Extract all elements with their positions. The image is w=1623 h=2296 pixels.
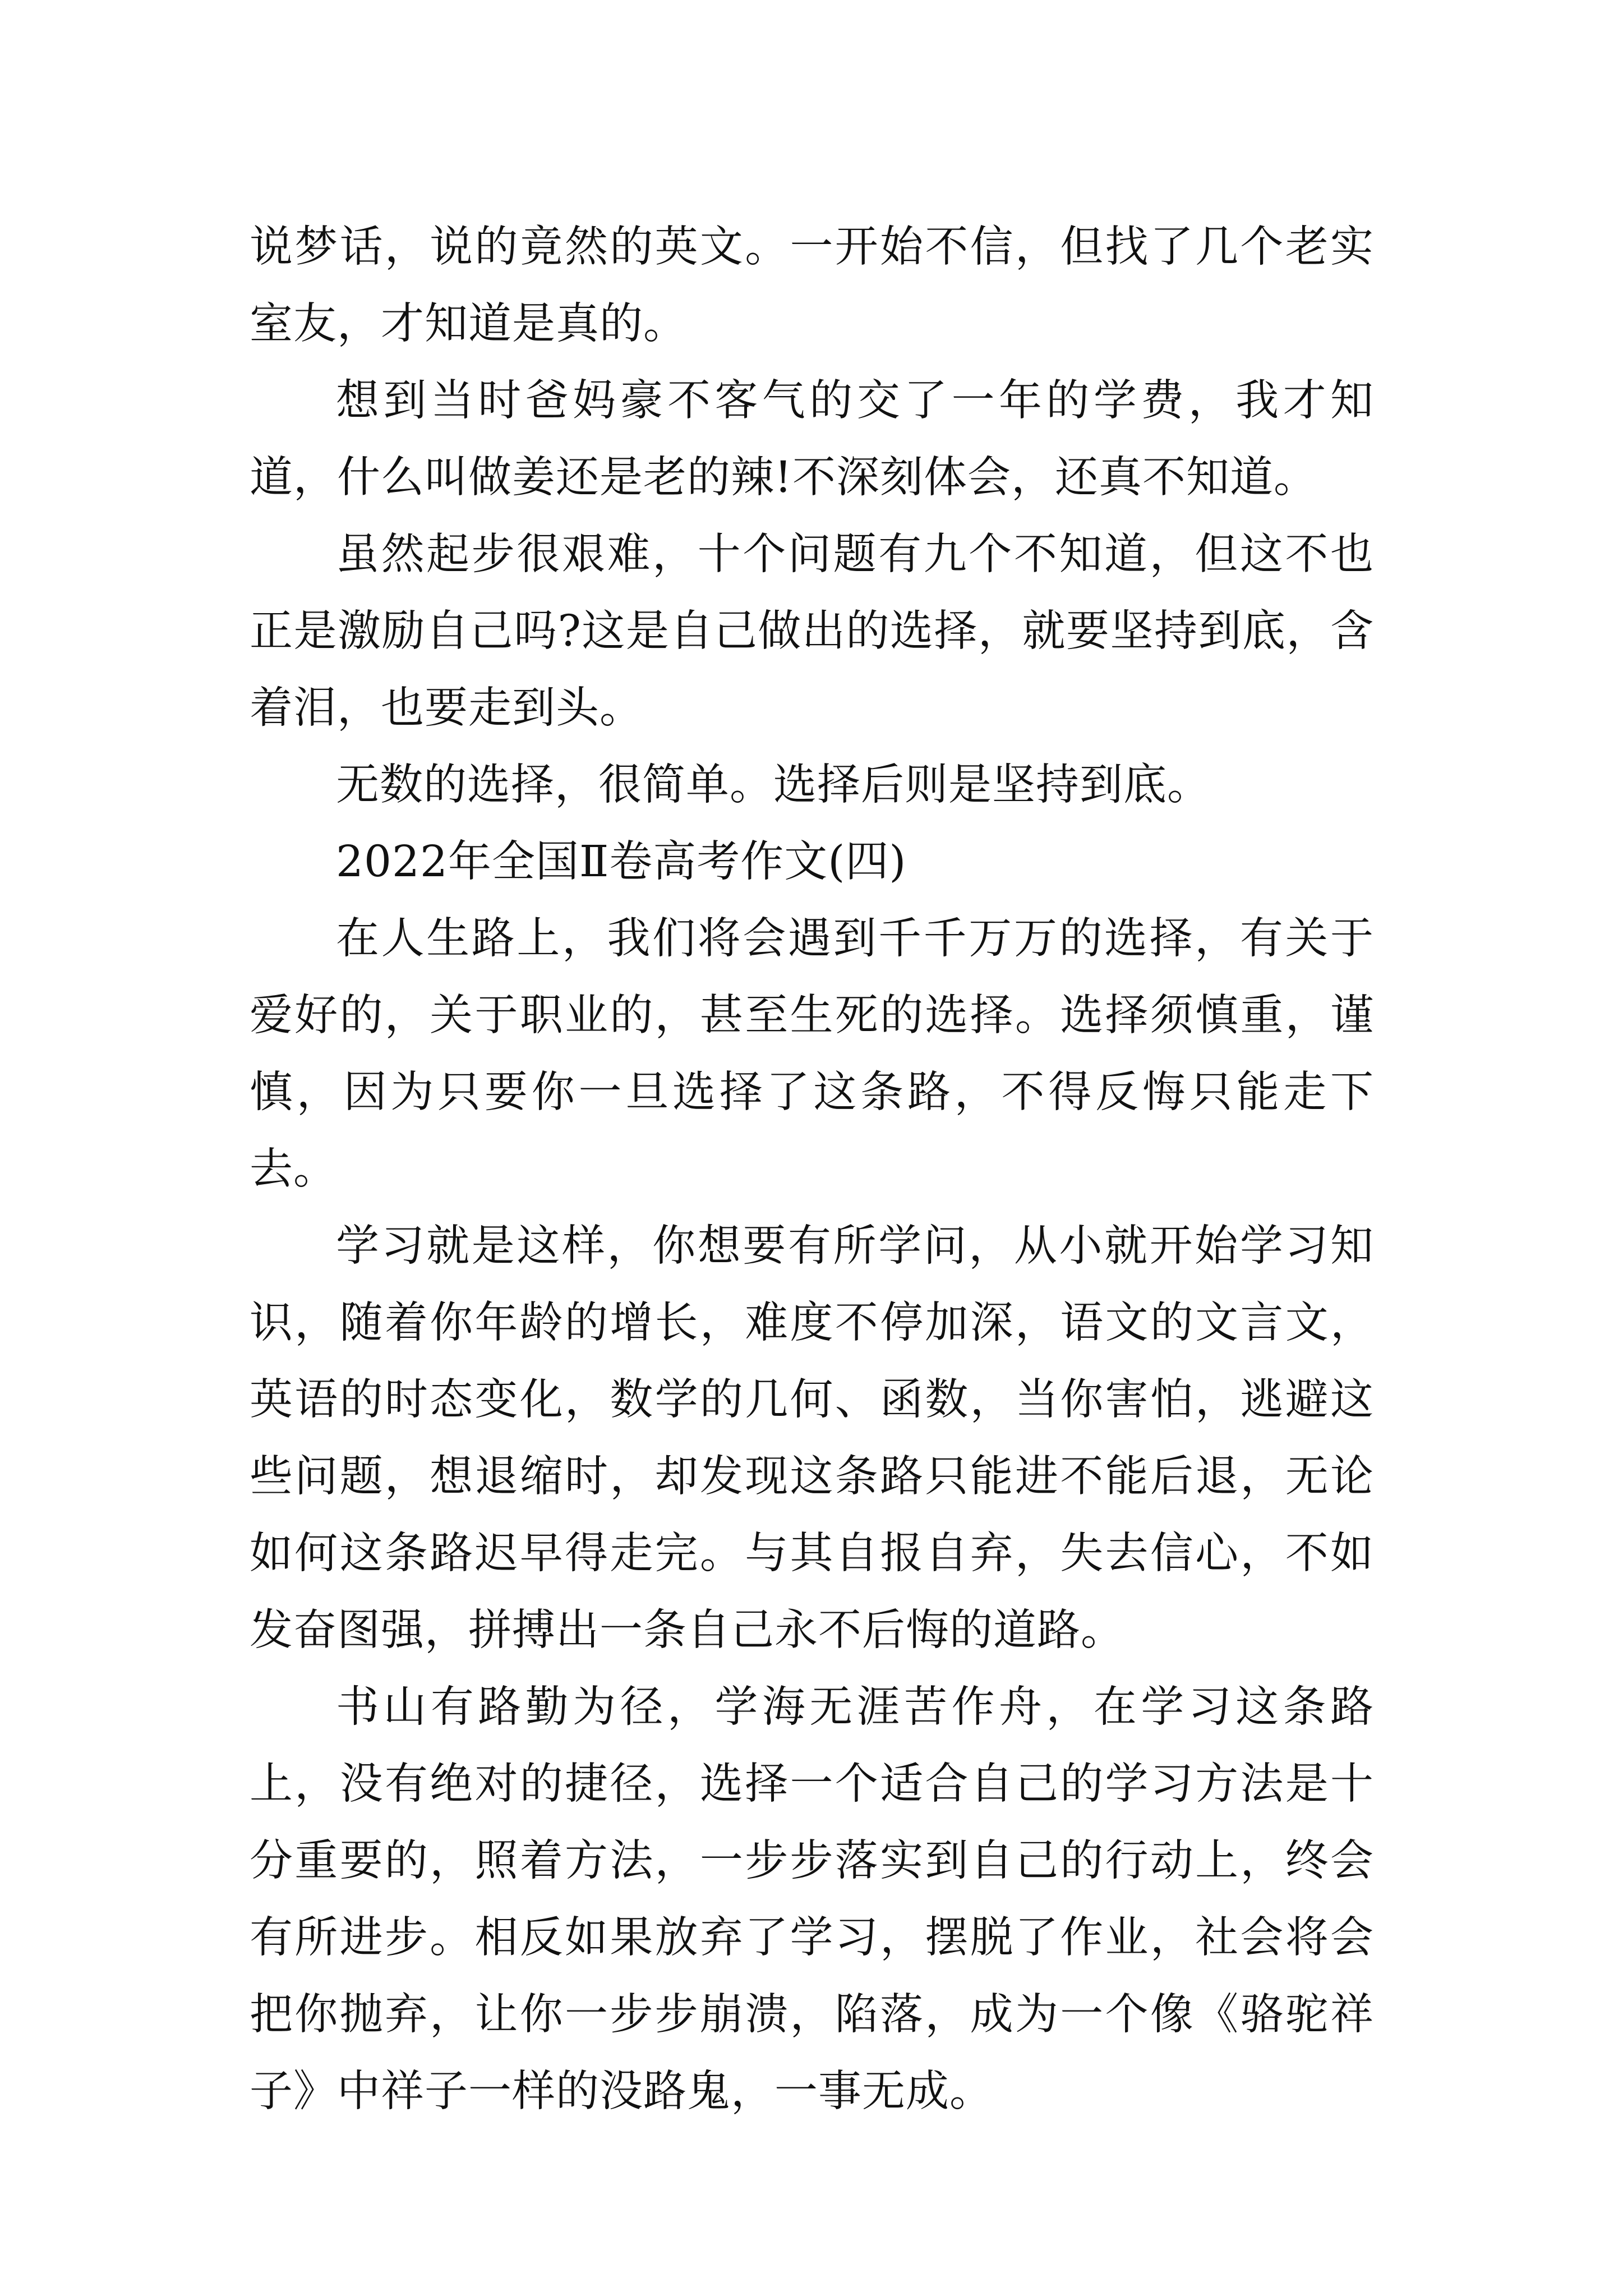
paragraph: 书山有路勤为径，学海无涯苦作舟，在学习这条路上，没有绝对的捷径，选择一个适合自己的学习方法是十分重要的，照着方法，一步步落实到自己的行动上，终会有所进步。相反如果放弃了学习，摆脱了作业，社会将会把你抛弃，让你一步步崩溃，陷落，成为一个像《骆驼祥子》中祥子一样的没路鬼，一事无成。 bbox=[250, 1682, 1374, 2116]
document-body bbox=[250, 209, 1374, 2130]
paragraph: 学习就是这样，你想要有所学问，从小就开始学习知识，随着你年龄的增长，难度不停加深，语文的文言文，英语的时态变化，数学的几何、函数，当你害怕，逃避这些问题，想退缩时，却发现这条路只能进不能后退，无论如何这条路迟早得走完。与其自报自弃，失去信心，不如发奋图强，拼搏出一条自己永不后悔的道路。 bbox=[250, 1221, 1374, 1655]
paragraph: 说梦话，说的竟然的英文。一开始不信，但找了几个老实室友，才知道是真的。 bbox=[250, 222, 1374, 349]
section-heading: 2022年全国Ⅱ卷高考作文(四) bbox=[336, 837, 907, 887]
paragraph: 想到当时爸妈豪不客气的交了一年的学费，我才知道，什么叫做姜还是老的辣!不深刻体会，还真不知道。 bbox=[250, 376, 1374, 503]
paragraph: 在人生路上，我们将会遇到千千万万的选择，有关于爱好的，关于职业的，甚至生死的选择。选择须慎重，谨慎，因为只要你一旦选择了这条路，不得反悔只能走下去。 bbox=[250, 914, 1374, 1194]
paragraph: 虽然起步很艰难，十个问题有九个不知道，但这不也正是激励自己吗?这是自己做出的选择，就要坚持到底，含着泪，也要走到头。 bbox=[250, 530, 1374, 733]
paragraph: 无数的选择，很简单。选择后则是坚持到底。 bbox=[336, 760, 1211, 810]
